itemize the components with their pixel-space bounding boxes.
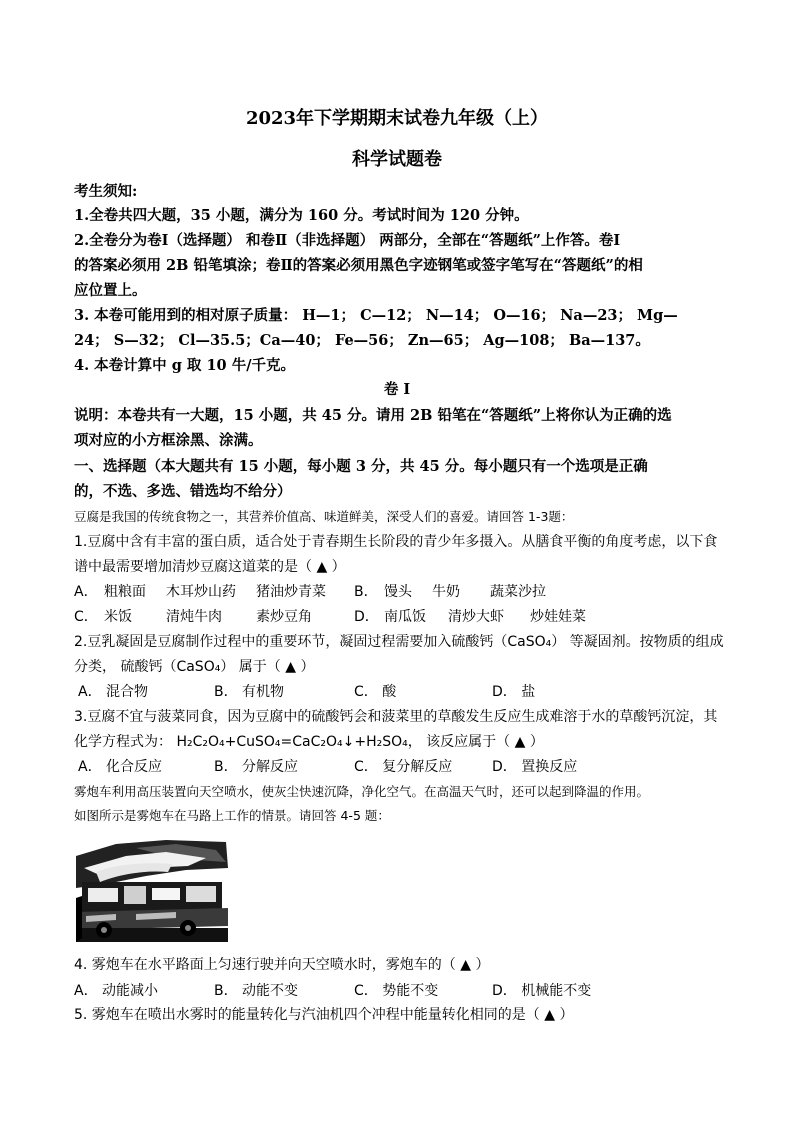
q4-option: A． 动能减小 bbox=[74, 983, 159, 999]
question-2-text: 分类， 硫酸钙（CaSO₄） 属于（ ▲ ） bbox=[74, 659, 315, 675]
q1-option-b-key: B． bbox=[354, 584, 378, 600]
part-heading: 一、选择题（本大题共有 15 小题，每小题 3 分，共 45 分。每小题只有一个选项是正确 bbox=[74, 458, 648, 475]
question-2-text: 2.豆乳凝固是豆腐制作过程中的重要环节，凝固过程需要加入硫酸钙（CaSO₄） 等凝固剂。按物质的组成 bbox=[74, 634, 724, 650]
section-description: 项对应的小方框涂黑、涂满。 bbox=[74, 432, 263, 449]
q1-option-d-item: 炒娃娃菜 bbox=[530, 609, 586, 625]
q2-option: D． 盐 bbox=[492, 684, 536, 700]
q1-option-b-item: 馒头 bbox=[384, 584, 412, 600]
notice-line: 4. 本卷计算中 g 取 10 牛/千克。 bbox=[74, 357, 295, 374]
q2-option: C． 酸 bbox=[354, 684, 397, 700]
q1-option-d-key: D． bbox=[354, 609, 379, 625]
exam-title: 2023年下学期期末试卷九年级（上） bbox=[245, 108, 549, 129]
question-5-text: 5. 雾炮车在喷出水雾时的能量转化与汽油机四个冲程中能量转化相同的是（ ▲ ） bbox=[74, 1007, 574, 1023]
q2-option: A． 混合物 bbox=[78, 684, 149, 700]
question-4-text: 4. 雾炮车在水平路面上匀速行驶并向天空喷水时，雾炮车的（ ▲ ） bbox=[74, 957, 490, 973]
question-1-text: 谱中最需要增加清炒豆腐这道菜的是（ ▲ ） bbox=[74, 559, 346, 575]
q1-option-c-item: 素炒豆角 bbox=[256, 609, 312, 625]
fog-cannon-truck-photo bbox=[76, 838, 228, 942]
q1-option-a-item: 木耳炒山药 bbox=[166, 584, 236, 600]
q1-option-d-item: 南瓜饭 bbox=[384, 609, 426, 625]
part-heading: 的，不选、多选、错选均不给分） bbox=[74, 483, 292, 500]
q1-option-c-item: 清炖牛肉 bbox=[166, 609, 222, 625]
section-description: 说明：本卷共有一大题，15 小题，共 45 分。请用 2B 铅笔在“答题纸”上将你认为正确的选 bbox=[74, 407, 672, 424]
notice-line: 应位置上。 bbox=[74, 282, 147, 299]
q1-option-a-key: A． bbox=[74, 584, 98, 600]
q1-option-a-item: 粗粮面 bbox=[104, 584, 146, 600]
q2-option: B． 有机物 bbox=[214, 684, 285, 700]
notice-line: 2.全卷分为卷Ⅰ（选择题） 和卷Ⅱ（非选择题） 两部分，全部在“答题纸”上作答。卷Ⅰ bbox=[74, 232, 621, 249]
notice-line: 1.全卷共四大题，35 小题，满分为 160 分。考试时间为 120 分钟。 bbox=[74, 207, 529, 224]
passage-fog-cannon: 如图所示是雾炮车在马路上工作的情景。请回答 4-5 题： bbox=[74, 808, 390, 823]
passage-tofu: 豆腐是我国的传统食物之一，其营养价值高、味道鲜美，深受人们的喜爱。请回答 1-3题： bbox=[74, 509, 574, 524]
section-title: 卷 Ⅰ bbox=[383, 381, 411, 398]
notice-heading: 考生须知: bbox=[74, 183, 138, 200]
question-3-text: 化学方程式为： H₂C₂O₄+CuSO₄=CaC₂O₄↓+H₂SO₄， 该反应属于（ ▲ ） bbox=[74, 734, 544, 750]
q1-option-c-key: C． bbox=[74, 609, 98, 625]
q3-option: D． 置换反应 bbox=[492, 759, 578, 775]
q4-option: B． 动能不变 bbox=[214, 983, 299, 999]
q3-option: C． 复分解反应 bbox=[354, 759, 453, 775]
q1-option-b-item: 牛奶 bbox=[432, 584, 460, 600]
notice-line: 3. 本卷可能用到的相对原子质量： H—1； C—12； N—14； O—16； Na—23； Mg— bbox=[74, 307, 678, 324]
question-3-text: 3.豆腐不宜与菠菜同食，因为豆腐中的硫酸钙会和菠菜里的草酸发生反应生成难溶于水的草酸钙沉淀，其 bbox=[74, 709, 718, 725]
q1-option-c-item: 米饭 bbox=[104, 609, 132, 625]
passage-fog-cannon: 雾炮车利用高压装置向天空喷水，使灰尘快速沉降，净化空气。在高温天气时，还可以起到降温的作用。 bbox=[74, 784, 650, 799]
q4-option: C． 势能不变 bbox=[354, 983, 439, 999]
question-1-text: 1.豆腐中含有丰富的蛋白质，适合处于青春期生长阶段的青少年多摄入。从膳食平衡的角度考虑，以下食 bbox=[74, 534, 718, 550]
notice-line: 的答案必须用 2B 铅笔填涂；卷Ⅱ的答案必须用黑色字迹钢笔或签字笔写在“答题纸”的相 bbox=[74, 257, 643, 274]
q3-option: B． 分解反应 bbox=[214, 759, 299, 775]
q3-option: A． 化合反应 bbox=[78, 759, 163, 775]
notice-line: 24； S—32； Cl—35.5；Ca—40； Fe—56； Zn—65； Ag—108； Ba—137。 bbox=[74, 332, 650, 349]
q1-option-d-item: 清炒大虾 bbox=[448, 609, 504, 625]
q1-option-a-item: 猪油炒青菜 bbox=[256, 584, 326, 600]
q4-option: D． 机械能不变 bbox=[492, 983, 592, 999]
exam-subtitle: 科学试题卷 bbox=[352, 149, 442, 170]
q1-option-b-item: 蔬菜沙拉 bbox=[490, 584, 546, 600]
